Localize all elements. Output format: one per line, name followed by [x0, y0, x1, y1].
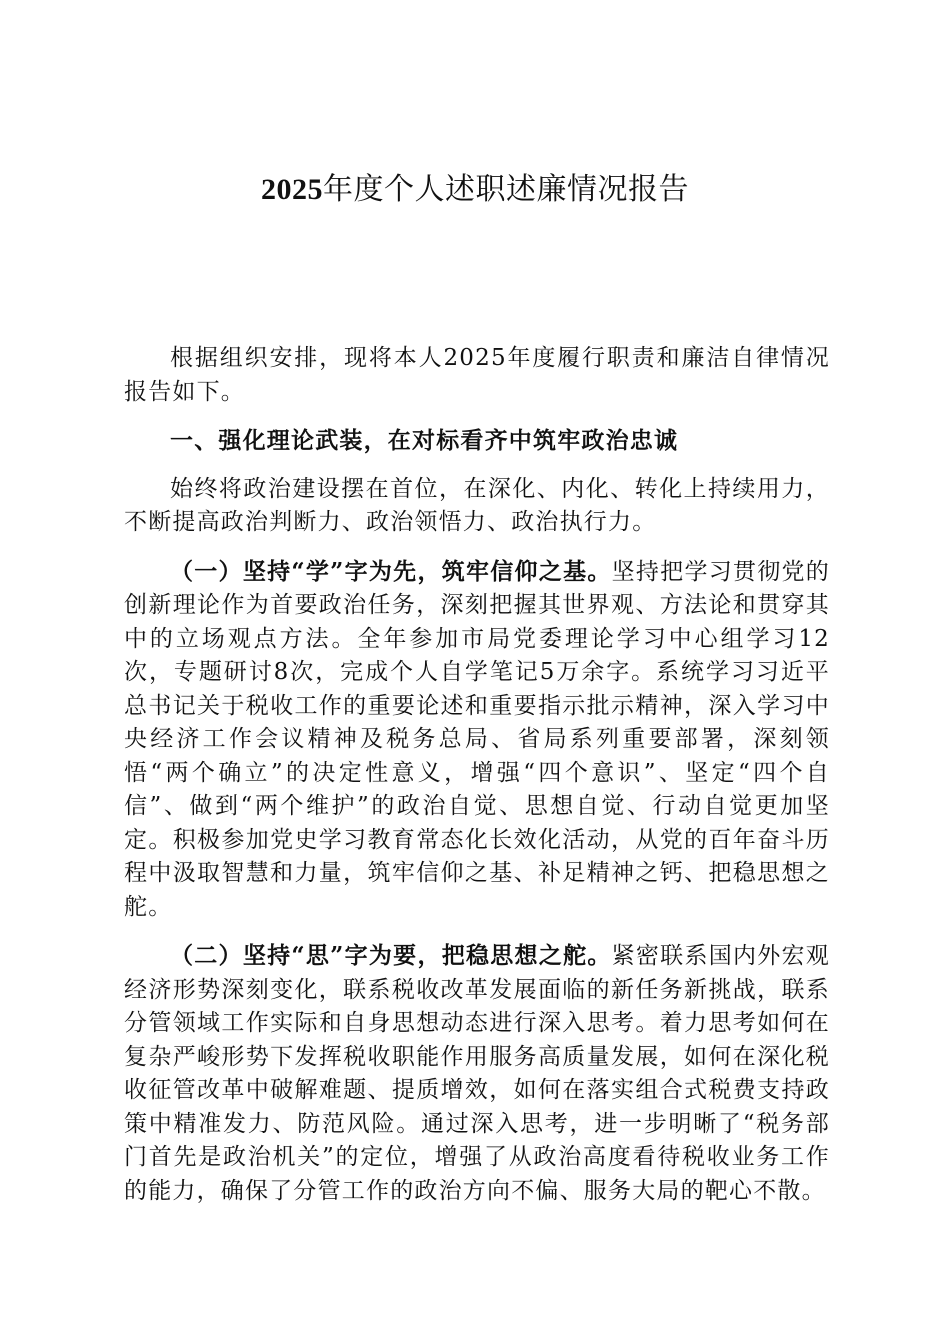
- title-text: 年度个人述职述廉情况报告: [323, 172, 689, 207]
- section-1-intro-paragraph: 始终将政治建设摆在首位，在深化、内化、转化上持续用力，不断提高政治判断力、政治领悟力、政治执行力。: [124, 475, 830, 535]
- subsection-1-lead: （一）坚持“学”字为先，筑牢信仰之基。: [170, 557, 612, 585]
- intro-paragraph: 根据组织安排，现将本人2025年度履行职责和廉洁自律情况报告如下。: [124, 345, 830, 405]
- subsection-2-paragraph: [124, 939, 830, 1208]
- title-year: 2025: [261, 173, 323, 206]
- subsection-2-lead: （二）坚持“思”字为要，把稳思想之舵。: [170, 942, 612, 969]
- subsection-2-body: 紧密联系国内外宏观经济形势深刻变化，联系税收改革发展面临的新任务新挑战，联系分管领域工作实际和自身思想动态进行深入思考。着力思考如何在复杂严峻形势下发挥税收职能作用服务高质量发展，如何在深化税收征管改革中破解难题、提质增效，如何在落实组合式税费支持政策中精准发力、防范风险。通过深入思考，进一步明晰了“税务部门首先是政治机关”的定位，增强了从政治高度看待税收业务工作的能力，确保了分管工作的政治方向不偏、服务大局的靶心不散。: [124, 943, 830, 1204]
- document-title: [0, 168, 950, 212]
- subsection-1-body: 坚持把学习贯彻党的创新理论作为首要政治任务，深刻把握其世界观、方法论和贯穿其中的立场观点方法。全年参加市局党委理论学习中心组学习12次，专题研讨8次，完成个人自学笔记5万余字。系统学习习近平总书记关于税收工作的重要论述和重要指示批示精神，深入学习中央经济工作会议精神及税务总局、省局系列重要部署，深刻领悟“两个确立”的决定性意义，增强“四个意识”、坚定“四个自信”、做到“两个维护”的政治自觉、思想自觉、行动自觉更加坚定。积极参加党史学习教育常态化长效化活动，从党的百年奋斗历程中汲取智慧和力量，筑牢信仰之基、补足精神之钙、把稳思想之舵。: [124, 558, 830, 920]
- subsection-1-paragraph: [124, 555, 830, 925]
- document-body: [124, 342, 830, 1223]
- section-heading-1: 一、强化理论武装，在对标看齐中筑牢政治忠诚: [170, 427, 679, 454]
